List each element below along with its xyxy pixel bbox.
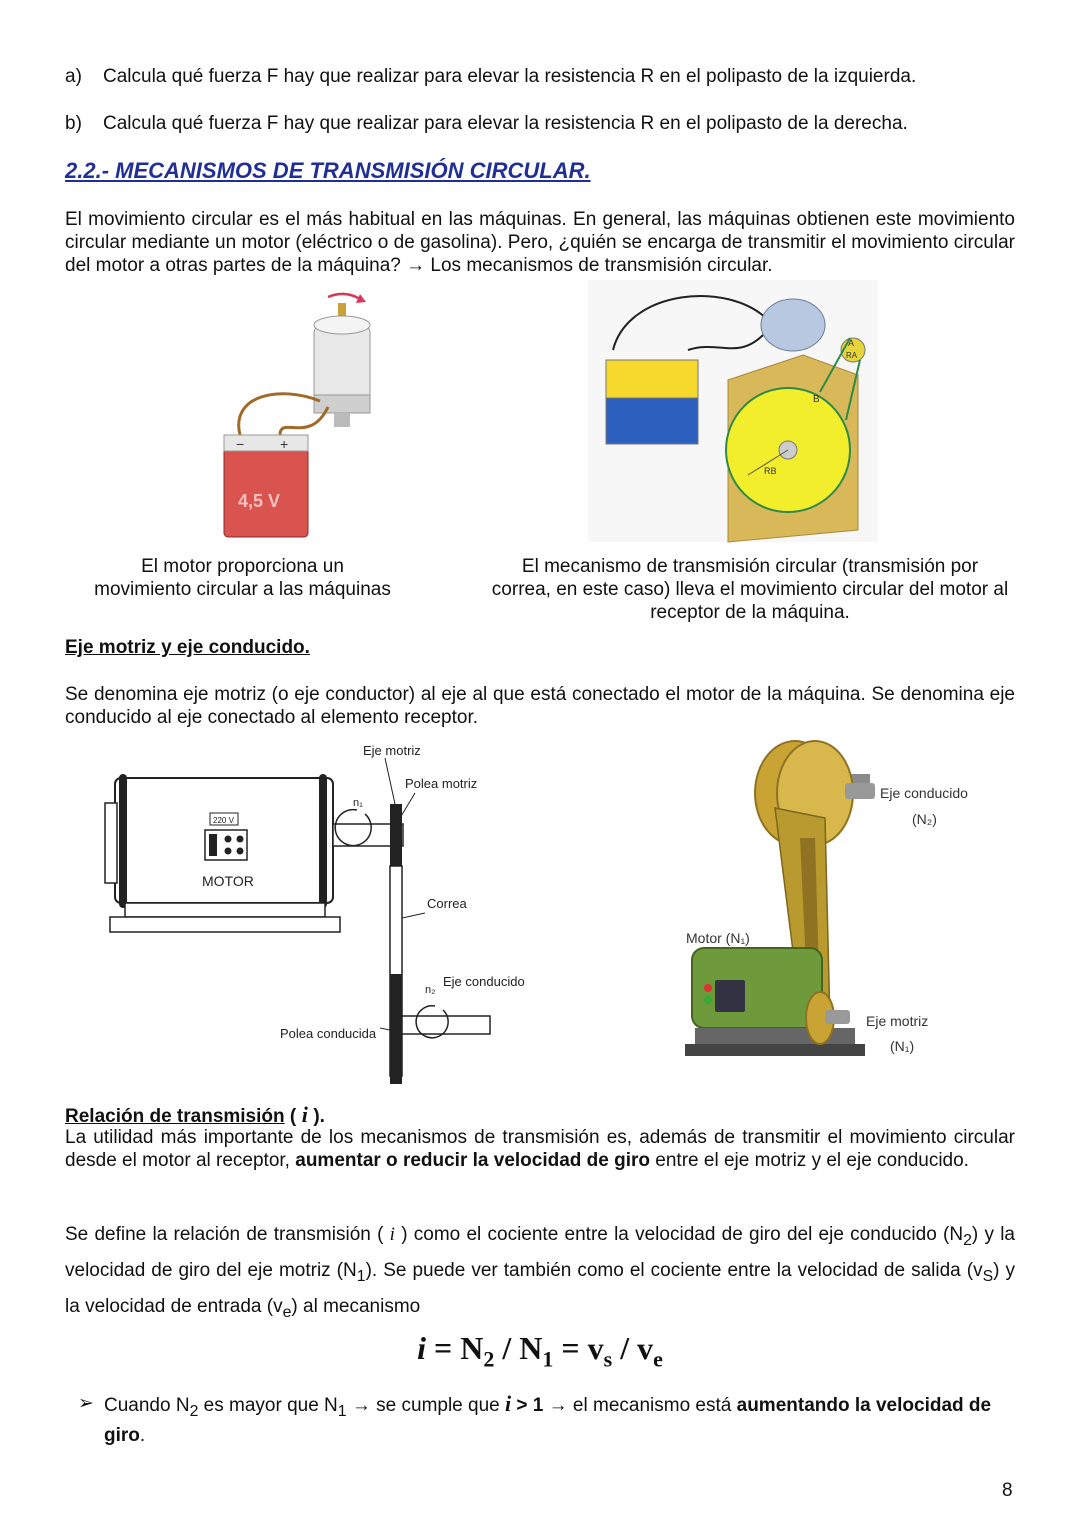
relacion-p2-a: Se define la relación de transmisión ( bbox=[65, 1224, 390, 1245]
relacion-heading-row bbox=[65, 1102, 325, 1128]
formula-eq2: = v bbox=[553, 1330, 604, 1366]
eje-conducido-label: Eje conducido bbox=[880, 785, 968, 801]
battery-minus: − bbox=[236, 436, 245, 452]
formula-s1: 1 bbox=[542, 1346, 554, 1372]
relacion-p1-a: La utilidad más importante de los mecanismos de transmisión es, además de transmitir el movimiento circular desde el motor al receptor, bbox=[65, 1127, 1015, 1171]
voltage-label: 220 V bbox=[213, 816, 234, 825]
battery-label: 4,5 V bbox=[238, 491, 281, 511]
relacion-p2-c: ) y la velocidad de giro del eje motriz (N bbox=[65, 1224, 1015, 1281]
n2-label: (N₂) bbox=[912, 811, 937, 827]
bullet-c: → se cumple que bbox=[346, 1395, 506, 1416]
polea-motriz-label: Polea motriz bbox=[405, 776, 478, 791]
pulley-ra-label: RA bbox=[846, 351, 858, 360]
bullet-bold: aumentando la velocidad de giro bbox=[104, 1395, 992, 1446]
motor-icon bbox=[314, 325, 370, 405]
pulley-b-label: B bbox=[813, 394, 820, 405]
figure1-caption-line2: movimiento circular a las máquinas bbox=[94, 579, 391, 600]
relacion-p2-i: i bbox=[389, 1224, 395, 1245]
relacion-p2-d: ). Se puede ver también como el cociente entre la velocidad de salida (v bbox=[365, 1259, 983, 1281]
question-a-text: Calcula qué fuerza F hay que realizar para elevar la resistencia R en el polipasto de la izquierda. bbox=[103, 66, 917, 87]
motor-battery-figure bbox=[210, 285, 390, 543]
relacion-p2-b: ) como el cociente entre la velocidad de giro del eje conducido (N bbox=[394, 1224, 964, 1245]
relacion-p2-e: ) y la velocidad de entrada (v bbox=[65, 1259, 1015, 1317]
bullet-arrow-icon: ➢ bbox=[78, 1393, 94, 1414]
belt-transmission-figure bbox=[588, 280, 878, 542]
relacion-p2-sub1: 1 bbox=[356, 1267, 366, 1285]
correa-label: Correa bbox=[427, 896, 467, 911]
transmission-formula bbox=[0, 1330, 1080, 1372]
bullet-b: es mayor que N bbox=[198, 1395, 338, 1416]
figure1-caption bbox=[70, 555, 415, 601]
bullet-s2: 2 bbox=[189, 1402, 199, 1420]
polea-motriz bbox=[390, 804, 402, 866]
bullet-i: i bbox=[505, 1391, 512, 1416]
motor-icon bbox=[761, 299, 825, 351]
bullet-d: > 1 bbox=[511, 1395, 544, 1416]
figure2-caption-line3: receptor de la máquina. bbox=[650, 602, 850, 623]
formula-s2: 2 bbox=[483, 1346, 495, 1372]
relacion-p2-sub2: 2 bbox=[963, 1231, 972, 1249]
n1-label: n₁ bbox=[353, 797, 363, 809]
ejes-heading: Eje motriz y eje conducido. bbox=[65, 637, 310, 658]
section-title: 2.2.- MECANISMOS DE TRANSMISIÓN CIRCULAR. bbox=[65, 158, 591, 183]
formula-eq1: = N bbox=[426, 1330, 484, 1366]
bullet-a: Cuando N bbox=[104, 1395, 190, 1416]
rotation-arrow-icon bbox=[328, 294, 360, 299]
ejes-paragraph: Se denomina eje motriz (o eje conductor) al eje al que está conectado el motor de la máquina. Se denomina eje conducido al eje conectado al elemento receptor. bbox=[65, 684, 1015, 728]
formula-slash1: / N bbox=[494, 1330, 543, 1366]
bullet-text bbox=[104, 1392, 1016, 1448]
question-b-text: Calcula qué fuerza F hay que realizar para elevar la resistencia R en el polipasto de la derecha. bbox=[103, 113, 908, 134]
bullet-f: . bbox=[139, 1424, 146, 1446]
polea-conducida-label: Polea conducida bbox=[280, 1026, 377, 1041]
figure2-caption-line1: El mecanismo de transmisión circular (transmisión por bbox=[521, 556, 979, 577]
pulley-rb-label: RB bbox=[764, 466, 777, 476]
intro-paragraph: El movimiento circular es el más habitual en las máquinas. En general, las máquinas obtienen este movimiento circular mediante un motor (eléctrico o de gasolina). Pero, ¿quién se encarga de transmitir el movimiento circular del motor a otras partes de la máquina? → Los mecanismos de transmisión circular. bbox=[65, 209, 1015, 276]
battery-icon bbox=[606, 360, 698, 400]
motor-belt-illustration bbox=[680, 738, 1010, 1068]
relacion-paragraph-2 bbox=[65, 1220, 1015, 1327]
pulley-a-label: A bbox=[848, 338, 855, 348]
question-b-label: b) bbox=[65, 113, 82, 134]
eje-conducido-label: Eje conducido bbox=[443, 974, 525, 989]
bullet-s1: 1 bbox=[337, 1402, 347, 1420]
formula-slash2: / v bbox=[612, 1330, 654, 1366]
relacion-heading: Relación de transmisión bbox=[65, 1106, 285, 1127]
motor-pulley-diagram bbox=[95, 738, 525, 1088]
relacion-i-symbol: i bbox=[296, 1102, 314, 1127]
figure2-caption bbox=[470, 555, 1030, 624]
question-a bbox=[65, 66, 916, 88]
motor-label: MOTOR bbox=[202, 873, 254, 889]
bullet-e: → el mecanismo está bbox=[543, 1395, 737, 1416]
formula-i: i bbox=[417, 1330, 427, 1366]
relacion-p2-f: ) al mecanismo bbox=[291, 1295, 421, 1317]
formula-ss: s bbox=[603, 1346, 613, 1372]
n1-label: (N₁) bbox=[890, 1038, 915, 1054]
relacion-close: ). bbox=[313, 1106, 325, 1127]
page-number: 8 bbox=[1002, 1480, 1013, 1501]
relacion-paragraph-1 bbox=[65, 1126, 1015, 1172]
relacion-p1-b: entre el eje motriz y el eje conducido. bbox=[650, 1150, 969, 1171]
n2-label: n₂ bbox=[425, 984, 436, 996]
battery-plus: + bbox=[280, 436, 289, 452]
eje-motriz-label: Eje motriz bbox=[363, 743, 421, 758]
figure2-caption-line2: correa, en este caso) lleva el movimiento circular del motor al bbox=[491, 579, 1009, 600]
polea-conducida bbox=[390, 974, 402, 1084]
question-a-label: a) bbox=[65, 66, 82, 87]
formula-se: e bbox=[653, 1346, 663, 1372]
question-b bbox=[65, 113, 908, 135]
relacion-p1-bold: aumentar o reducir la velocidad de giro bbox=[295, 1150, 651, 1171]
relacion-open: ( bbox=[284, 1106, 297, 1127]
figure1-caption-line1: El motor proporciona un bbox=[141, 556, 344, 577]
relacion-p2-subs: S bbox=[982, 1267, 994, 1285]
eje-motriz-label: Eje motriz bbox=[866, 1013, 929, 1029]
bullet-item bbox=[78, 1392, 1016, 1448]
motor-label: Motor (N₁) bbox=[686, 930, 750, 946]
relacion-p2-sube: e bbox=[282, 1303, 292, 1321]
